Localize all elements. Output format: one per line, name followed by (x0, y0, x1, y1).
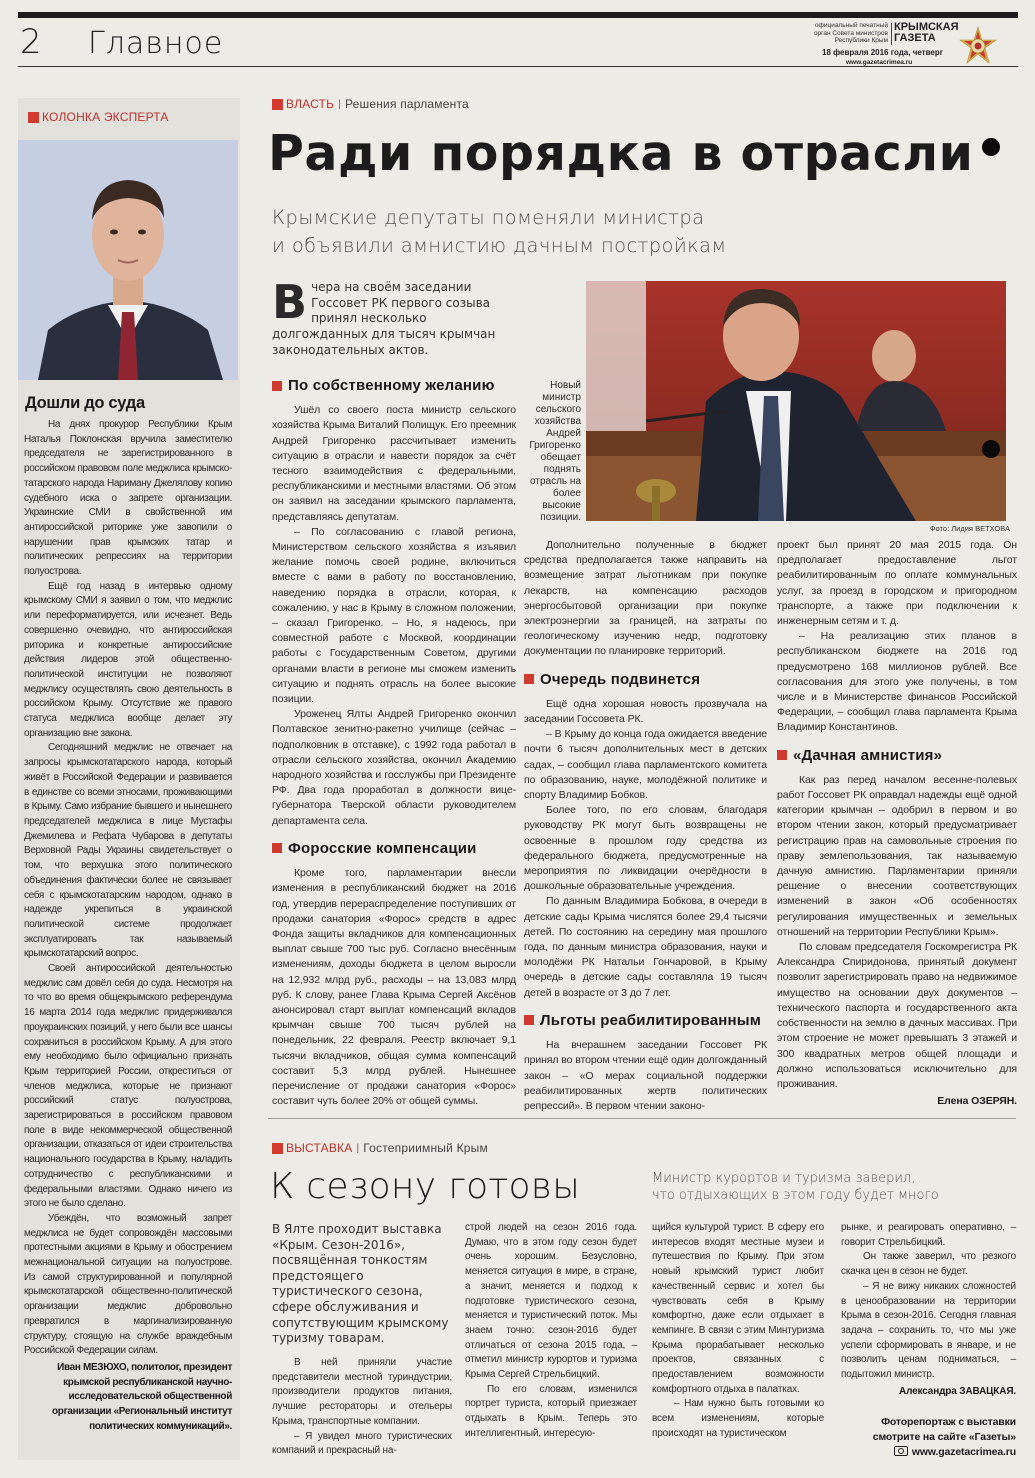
bottom-rubric: ВЫСТАВКА | Гостеприимный Крым (272, 1141, 488, 1155)
photoreport-note: Фоторепортаж с выставки смотрите на сайте «Газеты» www.gazetacrimea.ru (841, 1415, 1016, 1460)
section-marker-icon (524, 1015, 534, 1025)
main-column-1: По собственному желанию Ушёл со своего поста министр сельского хозяйства Крыма Виталий Полищук. Его преемник Андрей Григоренко рассчитывает изменить ситуацию в отрасли и навести порядок за счёт тесного взаимодействия с федеральными, республиканскими и местными властями. Об этом он заявил на заседании крымского парламента, представляясь депутатам. – По согласованию с главой региона, Министерством сельского хозяйства я изъявил желание помочь своей родине, включиться вместе с вами в работу по восстановлению, наведению порядка в отрасли, которая, к сожалению, у нас в Крыму в сложном положении, – сказал Григоренко. – Но, я надеюсь, при совместной работе с Москвой, координации работы с Государственным Советом, другими органами власти в регионе мы сможем изменить ситуацию и поднять отрасль на более высокие позиции. Уроженец Ялты Андрей Григоренко окончил Полтавское зенитно-ракетно училище (сейчас – подполковник в отставке), с 1992 года работал в отрасли сельского хозяйства, окончил Академию народного хозяйства и госслужбы при Президенте РФ. Два года проработал в должности вице-губернатора Тверской области руководителем департамента села. Форосские компенсации Кроме того, парламентарии внесли изменения в республиканский бюджет на 2016 год, утвердив перераспределение поступивших от продажи санатория «Форос» средств в адрес Фонда защиты вкладчиков для компенсационных выплат свыше 700 тыс руб. Согласно внесённым изменениям, доходы бюджета в целом выросли на 12,932 млрд руб., расходы – на 13,083 млрд руб. К слову, ранее Глава Крыма Сергей Аксёнов анонсировал старт выплат компенсаций вкладов крымчан свыше 700 тысяч рублей на понедельник, 22 февраля. Реестр включает 9,1 тысячи вкладчиков, общая сумма компенсаций составит 5,3 млрд рублей. Нынешнее перечисление от продажи санатория «Форос» составит чуть более 20% от общей суммы. (272, 377, 516, 1108)
expert-signature: Иван МЕЗЮХО, политолог, президент крымской республиканской научно-исследовательской общественной организации «Региональный институт политических коммуникаций». (52, 1362, 232, 1432)
bottom-subhead: Министр курортов и туризма заверил, что отдыхающих в этом году будет много (652, 1171, 939, 1203)
bottom-lead: В Ялте проходит выставка «Крым. Сезон-2016», посвящённая тонкостям предстоящего туристического сезона, сфере обслуживания и сопутствующим крымскому туризму товарам. (272, 1222, 449, 1346)
main-headline: Ради порядка в отрасли (268, 125, 974, 182)
section-title: По собственному желанию (272, 378, 516, 393)
section-title: Льготы реабилитированным (524, 1013, 767, 1028)
paper-name: КРЫМСКАЯ ГАЗЕТА (894, 21, 959, 44)
binder-hole (982, 138, 1000, 156)
expert-photo (18, 140, 238, 380)
main-column-3: проект был принят 20 мая 2015 года. Он предполагает предоставление льгот реабилитированным по оплате коммунальных услуг, за проезд в городском и пригородном транспорте, а также при подключении к инженерным сетям и т. д. – На реализацию этих планов в республиканском бюджете на 2016 год предусмотрено 168 миллионов рублей. Все согласования для этого уже получены, в том числе и в Министерстве финансов Российской Федерации, – сообщил глава парламента Крыма Владимир Константинов. «Дачная амнистия» Как раз перед началом весенне-полевых работ Госсовет РК оправдал надежды ещё одной категории крымчан – одобрил в первом и во втором чтении закон, который предусматривает регистрацию прав на самовольные строения по праву землепользования, так называемую дачную амнистию. Парламентарии приняли решение о внесении соответствующих изменений в закон «Об особенностях регулирования имущественных и земельных отношений на территории Республики Крым». По словам председателя Госкомрегистра РК Александра Спиридонова, принятый документ позволит зарегистрировать право на недвижимое имущество на основании двух документов – технического паспорта и государственного акта собственности на землю в дачных массивах. При этом строение не может превышать 3 этажей и 300 квадратных метров общей площади и должно использоваться исключительно для проживания. Елена ОЗЕРЯН. (777, 538, 1017, 1109)
expert-article-title: Дошли до суда (25, 394, 145, 412)
portrait-image (18, 140, 238, 380)
section-title: Форосские компенсации (272, 841, 516, 856)
rubric-marker-icon (272, 99, 283, 110)
expert-column (18, 98, 240, 1460)
section-title: «Дачная амнистия» (777, 748, 1017, 763)
bottom-headline: К сезону готовы (270, 1166, 581, 1207)
article-divider (268, 1118, 1016, 1119)
bottom-column-4: рынке, и реагировать оперативно, – говорит Стрельбицкий. Он также заверил, что резкого скачка цен в сезон не будет. – Я не вижу никаких сложностей в ценообразовании на территории Крыма в сезон-2016. Сегодня главная задача – сохранить то, что мы уже успели сформировать в январе, и не позволить ценам подниматься, – подытожил министр. Александра ЗАВАЦКАЯ. Фоторепортаж с выставки смотрите на сайте «Газеты» www.gazetacrimea.ru (841, 1222, 1016, 1459)
section-marker-icon (272, 381, 282, 391)
photo-caption: Новый министр сельского хозяйства Андрей Григоренко обещает поднять отрасль на более высокие позиции. (529, 380, 581, 523)
section-marker-icon (272, 843, 282, 853)
rubric-marker-icon (28, 112, 39, 123)
binder-hole (982, 440, 1000, 458)
masthead-separator (891, 23, 892, 45)
page-number: 2 (20, 22, 42, 62)
main-subhead: Крымские депутаты поменяли министра и объявили амнистию дачным постройкам (272, 206, 727, 257)
drop-cap: В (272, 275, 308, 329)
main-column-2: Дополнительно полученные в бюджет средства предполагается также направить на возмещение затрат льготникам при покупке лекарств, на компенсацию расходов энергосбытовой организации при покупке электроэнергии за границей, на затраты по геологическому изучению недр, подготовку документации по планировке территорий. Очередь подвинется Ещё одна хорошая новость прозвучала на заседании Госсовета РК. – В Крыму до конца года ожидается введение почти 6 тысяч дополнительных мест в детских садах, – сообщил глава парламентского комитета по образованию, науке, молодёжной политике и спорту Владимир Бобков. Более того, по его словам, благодаря руководству РК могут быть возвращены не освоенные в прошлом году средства из федерального бюджета, предусмотренные на мероприятия по ликвидации очерёдности в дошкольные образовательные учреждения. По данным Владимира Бобкова, в очереди в детские сады Крыма числятся более 29,4 тысячи детей. По состоянию на середину мая прошлого года, по данным министра образования, науки и молодёжи РК Натальи Гончаровой, в Крыму очередь в детские сады составляла 19 тысяч детей в возрасте от 3 до 7 лет. Льготы реабилитированным На вчерашнем заседании Госсовет РК принял во втором чтении ещё один долгожданный закон – «О мерах социальной поддержки реабилитированных жертв политических репрессий». В первом чтении законо- (524, 539, 767, 1112)
photoreport-link[interactable]: www.gazetacrimea.ru (841, 1445, 1016, 1460)
order-star-emblem-icon (958, 26, 998, 66)
bottom-column-2: строй людей на сезон 2016 года. Думаю, что в этом году сезон будет очень хорошим. Безусловно, меняется ситуация в мире, в стране, а значит, меняется и подход к подготовке туристического сезона, меняется и туристический поток. Мы знаем точно: сезон-2016 будет отличаться от сезона 2015 года, – отметил министр курортов и туризма Крыма Сергей Стрельбицкий. По его словам, изменился портрет туриста, который приезжает отдыхать в Крым. Теперь это интеллигентный, интересую- (465, 1222, 637, 1439)
expert-article-body: На днях прокурор Республики Крым Наталья Поклонская вручила заместителю председателя не зарегистрированного в российском правовом поле меджлиса крымско-татарского народа Нариману Джелялову копию судебного иска о запрете организации. Украинские СМИ в свойственной им антироссийской риторике уже завопили о нарушении прав крымских татар и политических репрессиях на территории полуострова. Ещё год назад в интервью одному крымскому СМИ я заявил о том, что меджлис или переформатируется, или исчезнет. Ведь совершенно очевидно, что антироссийская риторика и конкретные антироссийские действия лидеров этой общественно-политической институции не позволяют меджлису осуществлять свою деятельность в российском Крыму. Отсутствие же правого статуса меджлиса вообще делает эту организацию вне закона. Сегодняшний меджлис не отвечает на запросы крымскотатарского народа, который живёт в Российской Федерации и развивается в единстве со всеми этносами, проживающими в Крыму. Само избрание бывшего и нынешнего председателей меджлиса в лице Мустафы Джемилева и Рефата Чубарова в депутаты Верховной Рады Украины свидетельствует о том, что верхушка этого политического объединения фактически более не связывает себя с крымскотатарским народом, однако в надежде укрепиться в украинской политической системе продолжает эксплуатировать так называемый крымскотатарский вопрос. Своей антироссийской деятельностью меджлис сам довёл себя до суда. Несмотря на то что во время общекрымского референдума 16 марта 2014 года меджлис придерживался проукраинских позиций, у него были все шансы сохраниться в российском Крыму. А для этого ему необходимо было официально признать Крым территорией России, откреститься от членов меджлиса, которые не признают российский статус полуострова, зарегистрироваться в российском правовом поле в виде некоммерческой общественной организации, отказаться от идеи строительства национального государства в Крыму, наладить сотрудничество с республиканскими и федеральными властями. Однако ничего из этого не было сделано. Убеждён, что возможный запрет меджлиса не будет сопровождён массовыми протестными акциями в Крыму и обострением межнациональной ситуации на полуострове. Из самой структурированной и популярной крымскотатарской общественно-политической организации меджлис добровольно превратился в маргинализированную структуру, стоящую на службе враждебным Российской Федерации силам. Иван МЕЗЮХО, политолог, президент крымской республиканской научно-исследовательской общественной организации «Региональный институт политических коммуникаций». (24, 418, 232, 1435)
bottom-column-1: В ней приняли участие представители местной туриндустрии, производители продуктов питания, лучшие рестораторы и отельеры Крыма, транспортные компании. – Я увидел много туристических компаний и прекрасный на- (272, 1357, 452, 1457)
website-link[interactable]: www.gazetacrimea.ru (846, 59, 913, 66)
bottom-author: Александра ЗАВАЦКАЯ. (899, 1385, 1016, 1397)
rubric-marker-icon (272, 1143, 283, 1154)
section-title: Очередь подвинется (524, 672, 767, 687)
top-rule (18, 12, 1018, 18)
minister-photo (586, 281, 1006, 521)
bottom-column-3: щийся культурой турист. В сферу его интересов входят местные музеи и путешествия по Крыму. При этом новый крымский турист любит качественный сервис и хотел бы чувствовать себя в Крыму комфортно, даже если отдыхает в кемпинге. В связи с этим Минтуризма Крыма прорабатывает несколько проектов, связанных с предоставлением возможности комфортного отдыха в палатках. – Нам нужно быть готовыми ко всем изменениям, которые происходят на туристическом (652, 1222, 824, 1439)
section-marker-icon (524, 674, 534, 684)
main-lead: В чера на своём заседании Госсовет РК первого созыва принял несколько долгожданных для тысяч крымчан законодательных актов. (272, 275, 496, 357)
main-author: Елена ОЗЕРЯН. (937, 1095, 1017, 1108)
publisher-info: официальный печатный орган Совета министров Республики Крым (813, 22, 888, 44)
section-name: Главное (88, 26, 224, 61)
expert-rubric: КОЛОНКА ЭКСПЕРТА (28, 110, 169, 124)
main-rubric: ВЛАСТЬ | Решения парламента (272, 97, 469, 111)
section-marker-icon (777, 750, 787, 760)
camera-icon (894, 1446, 908, 1456)
photo-credit: Фото: Лидия ВЕТХОВА (929, 524, 1010, 533)
header-rule (18, 66, 1018, 67)
photo-image (586, 281, 1006, 521)
issue-date: 18 февраля 2016 года, четверг (822, 48, 944, 57)
